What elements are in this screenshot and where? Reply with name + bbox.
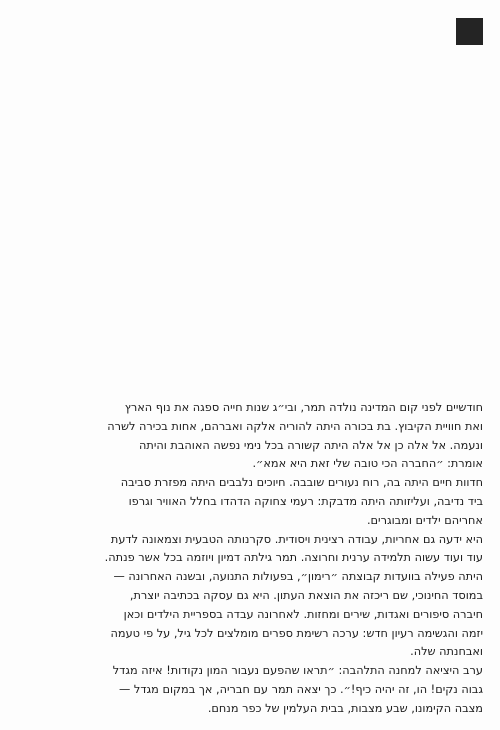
body-text: [16, 399, 483, 719]
text-line: היא ידעה גם אחריות, עבודה רצינית ויסודית. סקרנותה הטבעית וצמאונה לדעת: [110, 532, 483, 546]
text-line: היתה פעילה בוועדות קבוצתה ״רימון״, בפעולות התנועה, ובשנה האחרונה —: [113, 570, 483, 584]
text-line: חודשיים לפני קום המדינה נולדה תמר, ובי״ג שנות חייה ספגה את נוף הארץ: [124, 401, 483, 414]
text-line: ונעמה. אל אלה כן אל אלה היתה קשורה בכל נימי נפשה האוהבת והיתה: [139, 438, 483, 452]
text-line: אומרת: ״החברה הכי טובה שלי זאת היא אמא״.: [252, 457, 483, 471]
text-line: מצבה הקימונו, שבע מצבות, בבית העלמין של כפר מנחם.: [207, 701, 483, 715]
paragraph-3: [16, 531, 483, 663]
corner-marker: [456, 18, 483, 45]
text-line: גבוה נקים! הו, זה יהיה כיף!״. כך יצאה תמר עם חבריה, אך במקום מגדל —: [119, 682, 483, 696]
text-line: במוסד החינוכי, שם ריכזה את הוצאת העתון. היא גם עסקה בכתיבה יוצרת,: [129, 588, 483, 602]
text-line: אחריהם ילדים ומבוגרים.: [366, 513, 483, 527]
text-line: ואת חוויית הקיבוץ. בת בכורה היתה להוריה אלקה ואברהם, אחות בכירה לשרה: [107, 419, 483, 433]
text-line: חיברה סיפורים ואגדות, שירים ומחזות. לאחרונה עבדה בספריית הילדים וכאן: [123, 607, 483, 621]
text-line: יזמה והגשימה רעיון חדש: ערכה רשימת ספרים מומלצים לכל גיל, על פי טעמה: [110, 626, 483, 640]
text-line: ביד נדיבה, ועליזותה היתה מדבקת: רעמי צחוקה הדהדו בחלל האוויר וגרפו: [128, 494, 483, 508]
text-line: ואבחנתה שלה.: [410, 645, 483, 659]
text-line: ערב היציאה למחנה התלהבה: ״תראו שהפעם נעבור המון נקודות! איזה מגדל: [112, 664, 483, 678]
text-line: חדוות חיים היתה בה, רוח נעורים שובבה. חיוכים נלבבים היתה מפזרת סביבה: [120, 476, 483, 490]
paragraph-2: [16, 474, 483, 530]
text-line: עוד ועוד עשוה תלמידה ערנית וחרוצה. תמר גילתה דמיון ויוזמה בכל אשר פנתה.: [104, 551, 483, 565]
paragraph-4: [16, 662, 483, 718]
paragraph-1: [16, 399, 483, 474]
